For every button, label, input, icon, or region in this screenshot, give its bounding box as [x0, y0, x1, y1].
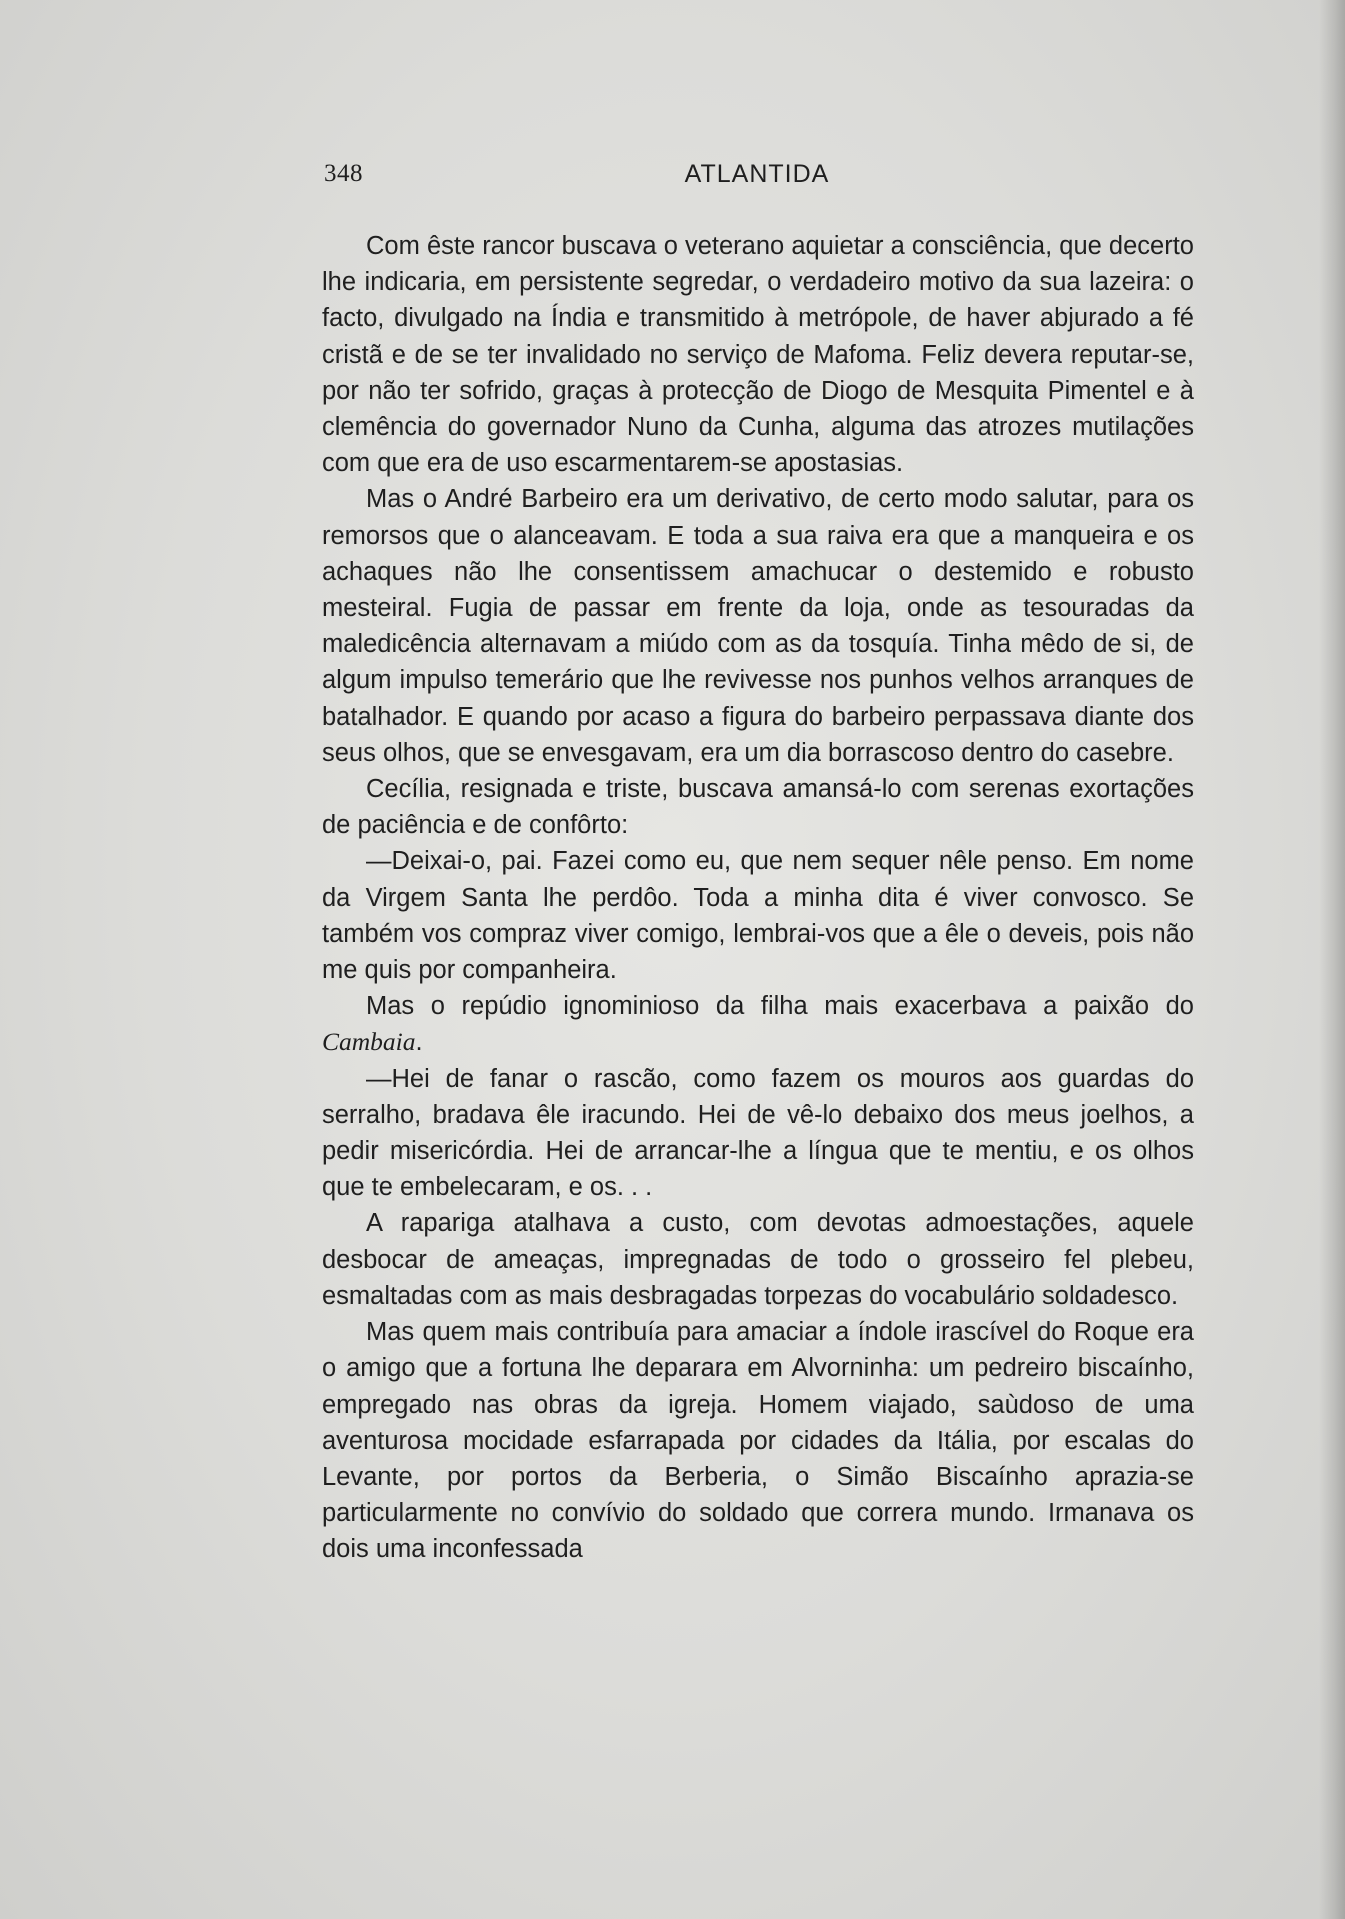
running-title: ATLANTIDA: [684, 160, 830, 188]
paragraph: A rapariga atalhava a custo, com devotas admoestações, aquele desbocar de ameaças, impregnadas de todo o grosseiro fel plebeu, esmaltadas com as mais desbragadas torpezas do vocabulário soldadesco.: [322, 1209, 1194, 1310]
paragraph: Com êste rancor buscava o veterano aquietar a consciência, que decerto lhe indicaria, em persistente segredar, o verdadeiro motivo da sua lazeira: o facto, divulgado na Índia e transmitido à metrópole, de haver abjurado a fé cristã e de se ter invalidado no serviço de Mafoma. Feliz devera reputar-se, por não ter sofrido, graças à protecção de Diogo de Mesquita Pimentel e à clemência do governador Nuno da Cunha, alguma das atrozes mutilações com que era de uso escarmentarem-se apostasias.: [322, 232, 1194, 478]
page-number: 348: [324, 160, 363, 187]
body-text: [322, 228, 1194, 1568]
italic-name: Cambaia: [322, 1027, 416, 1057]
dialogue-paragraph: —Hei de fanar o rascão, como fazem os mouros aos guardas do serralho, bradava êle iracundo. Hei de vê-lo debaixo dos meus joelhos, a pedir misericórdia. Hei de arrancar-lhe a língua que te mentiu, e os olhos que te embelecaram, e os. . .: [322, 1064, 1194, 1202]
dialogue-paragraph: —Deixai-o, pai. Fazei como eu, que nem sequer nêle penso. Em nome da Virgem Santa lhe perdôo. Toda a minha dita é viver convosco. Se também vos compraz viver comigo, lembrai-vos que a êle o deveis, pois não me quis por companheira.: [322, 847, 1194, 985]
paragraph: Mas o André Barbeiro era um derivativo, de certo modo salutar, para os remorsos que o alanceavam. E toda a sua raiva era que a manqueira e os achaques não lhe consentissem amachucar o destemido e robusto mesteiral. Fugia de passar em frente da loja, onde as tesouradas da maledicência alternavam a miúdo com as da tosquía. Tinha mêdo de si, de algum impulso temerário que lhe revivesse nos punhos velhos arranques de batalhador. E quando por acaso a figura do barbeiro perpassava diante dos seus olhos, que se envesgavam, era um dia borrascoso dentro do casebre.: [322, 485, 1194, 767]
paragraph: Mas quem mais contribuía para amaciar a índole irascível do Roque era o amigo que a fortuna lhe deparara em Alvorninha: um pedreiro biscaínho, empregado nas obras da igreja. Homem viajado, saùdoso de uma aventurosa mocidade esfarrapada por cidades da Itália, por escalas do Levante, por portos da Berberia, o Simão Biscaínho aprazia-se particularmente no convívio do soldado que correra mundo. Irmanava os dois uma inconfessada: [322, 1318, 1194, 1564]
paragraph-text: .: [415, 1028, 423, 1057]
paragraph: Cecília, resignada e triste, buscava amansá-lo com serenas exortações de paciência e de confôrto:: [322, 775, 1194, 840]
page-header: [324, 160, 1190, 196]
paragraph: [322, 988, 1194, 1060]
paragraph-text: Mas o repúdio ignominioso da filha mais exacerbava a paixão do: [366, 992, 1194, 1021]
page-edge-shadow: [1319, 0, 1345, 1919]
